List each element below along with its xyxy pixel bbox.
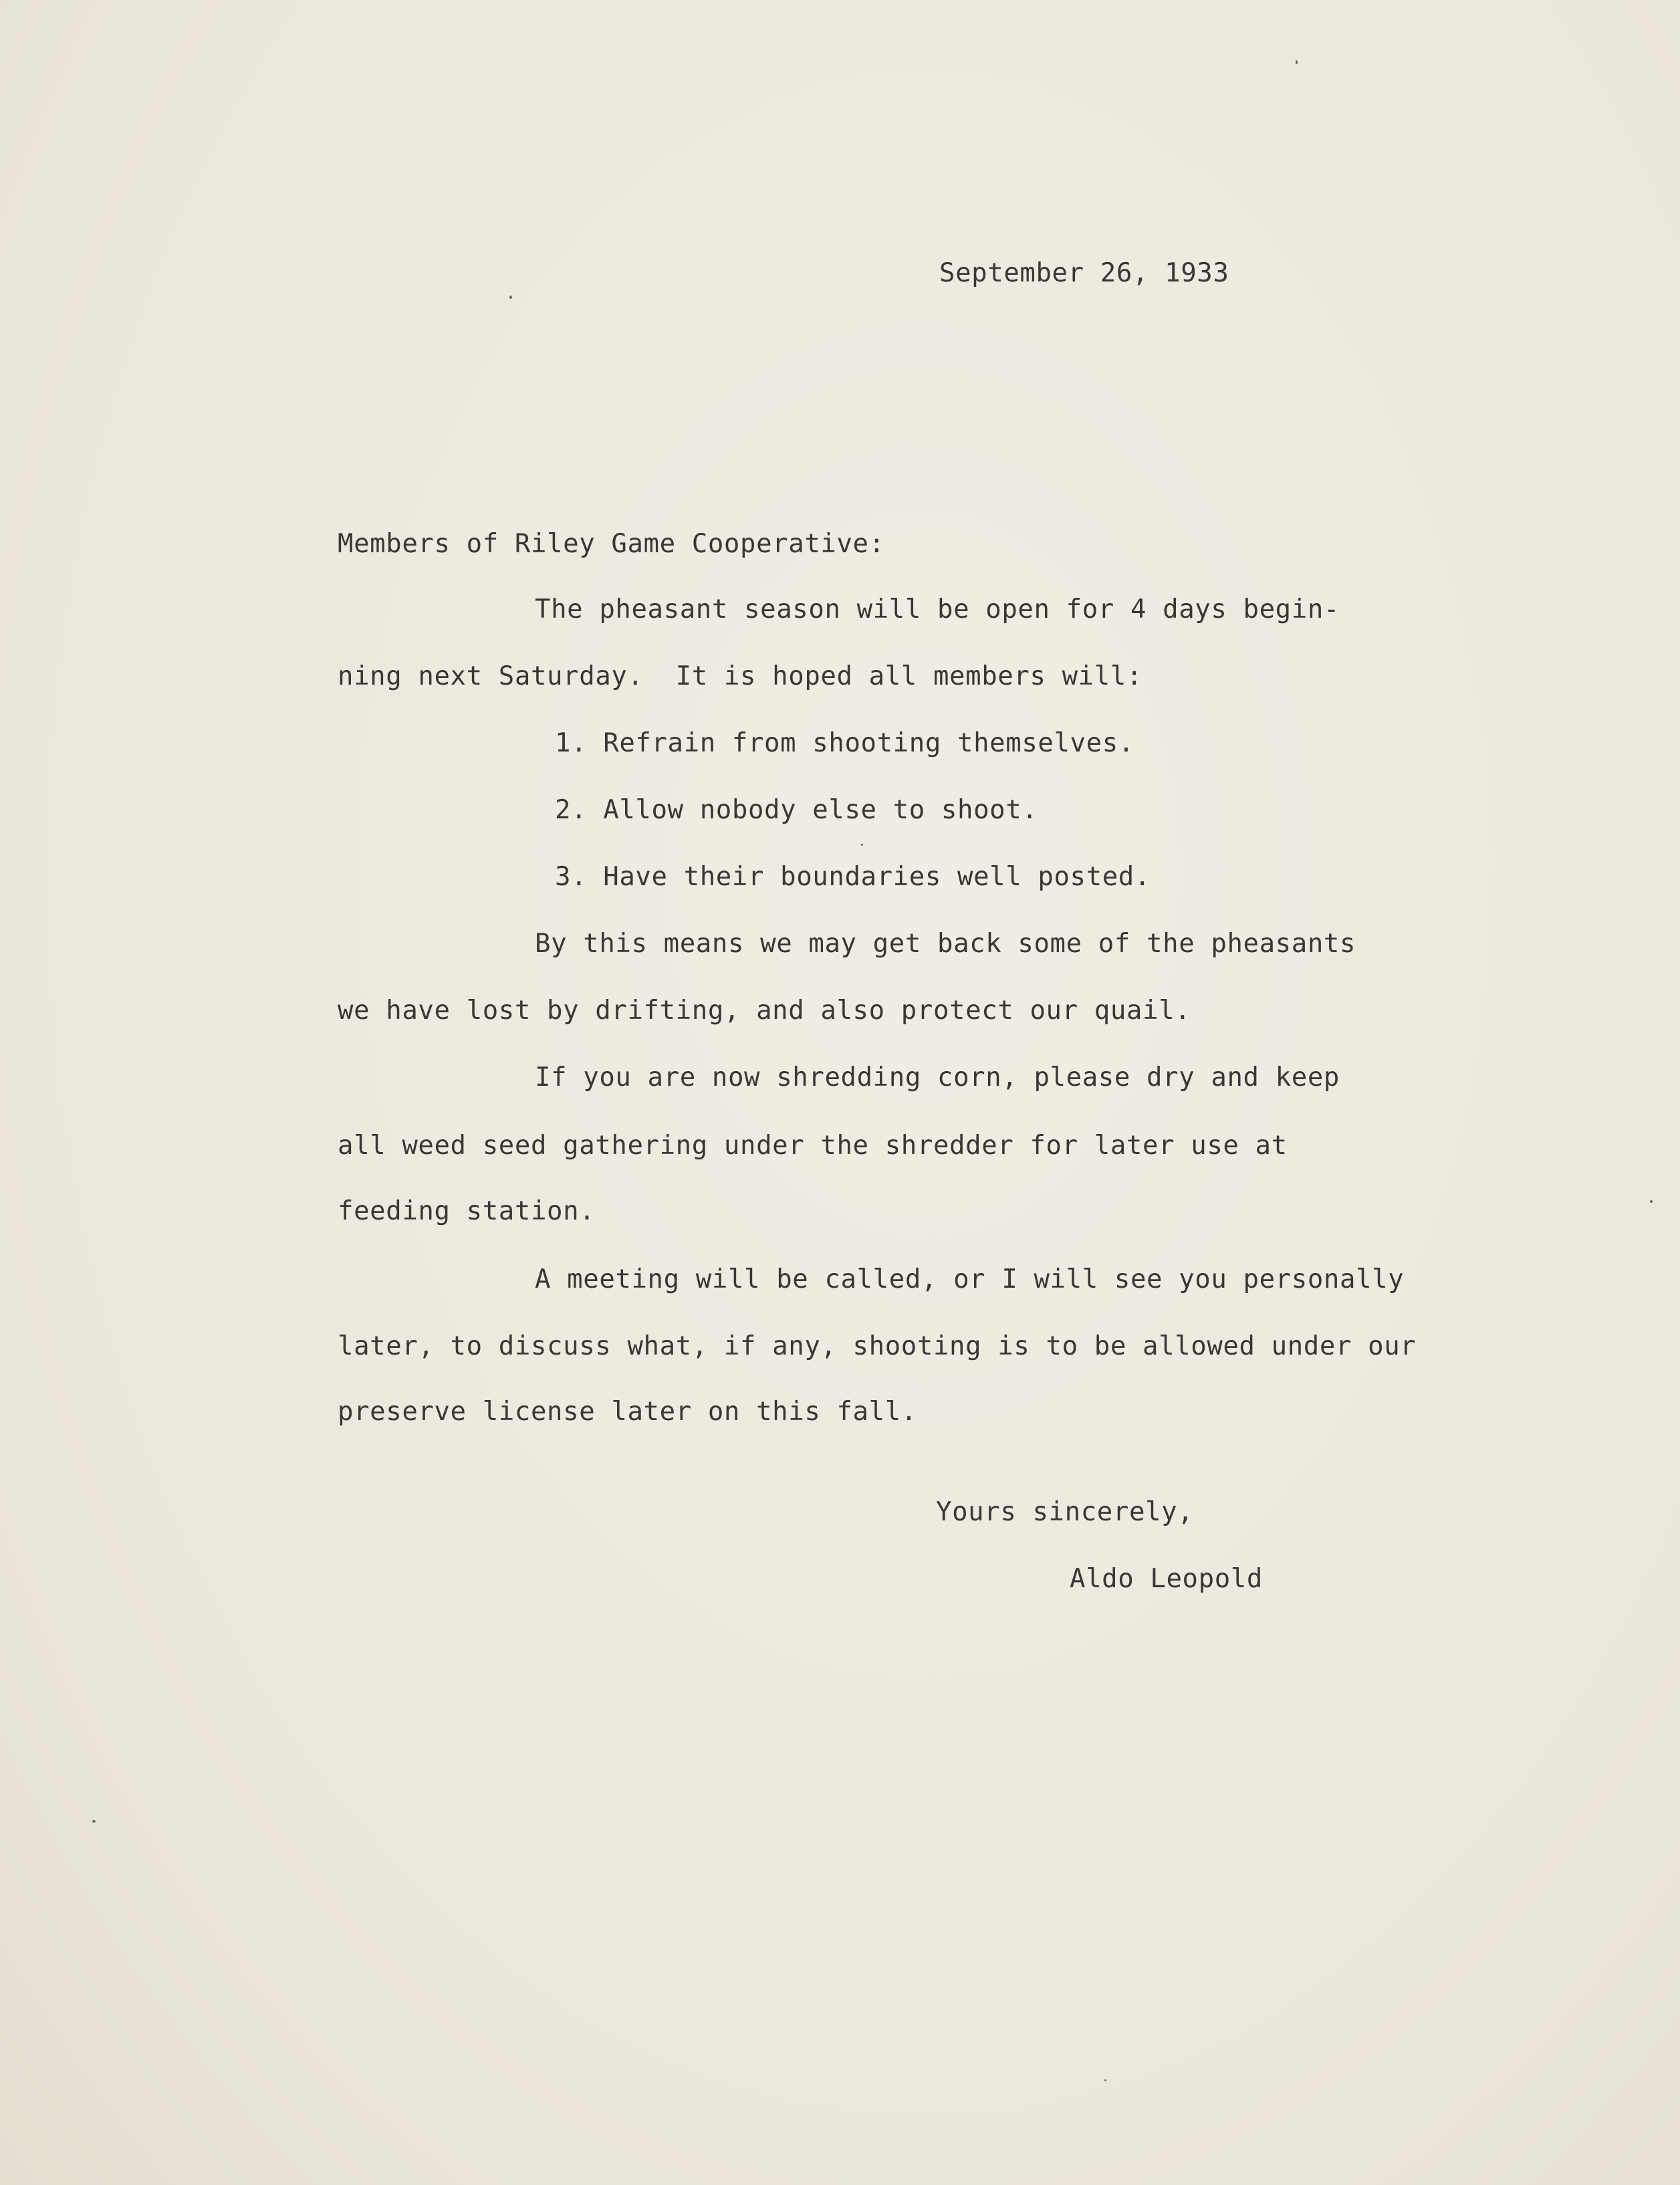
paper-speck — [1104, 2079, 1106, 2081]
list-item-3: 3. Have their boundaries well posted. — [555, 862, 1151, 892]
list-item-1: 1. Refrain from shooting themselves. — [555, 728, 1134, 758]
paragraph-2-line-2: we have lost by drifting, and also protect our quail. — [338, 996, 1191, 1026]
paper-speck — [509, 296, 512, 299]
paragraph-3-line-3: feeding station. — [338, 1196, 596, 1226]
letter-date: September 26, 1933 — [939, 258, 1229, 288]
paper-speck — [1650, 1200, 1653, 1203]
paragraph-4-line-2: later, to discuss what, if any, shooting is to be allowed under our — [338, 1331, 1417, 1361]
paper-speck — [1296, 60, 1298, 64]
paragraph-1-line-1: The pheasant season will be open for 4 days begin- — [535, 594, 1340, 624]
paragraph-2-line-1: By this means we may get back some of the pheasants — [535, 929, 1356, 959]
closing: Yours sincerely, — [936, 1497, 1194, 1527]
paragraph-4-line-3: preserve license later on this fall. — [338, 1397, 917, 1427]
paragraph-1-line-2: ning next Saturday. It is hoped all members will: — [338, 661, 1143, 691]
paper-speck — [92, 1820, 96, 1823]
signer-name: Aldo Leopold — [1070, 1564, 1263, 1594]
salutation: Members of Riley Game Cooperative: — [338, 529, 885, 559]
paper-speck — [861, 844, 863, 846]
paragraph-3-line-2: all weed seed gathering under the shredder for later use at — [338, 1131, 1288, 1161]
paragraph-3-line-1: If you are now shredding corn, please dry and keep — [535, 1062, 1340, 1092]
paragraph-4-line-1: A meeting will be called, or I will see you personally — [535, 1264, 1405, 1294]
list-item-2: 2. Allow nobody else to shoot. — [555, 795, 1038, 825]
